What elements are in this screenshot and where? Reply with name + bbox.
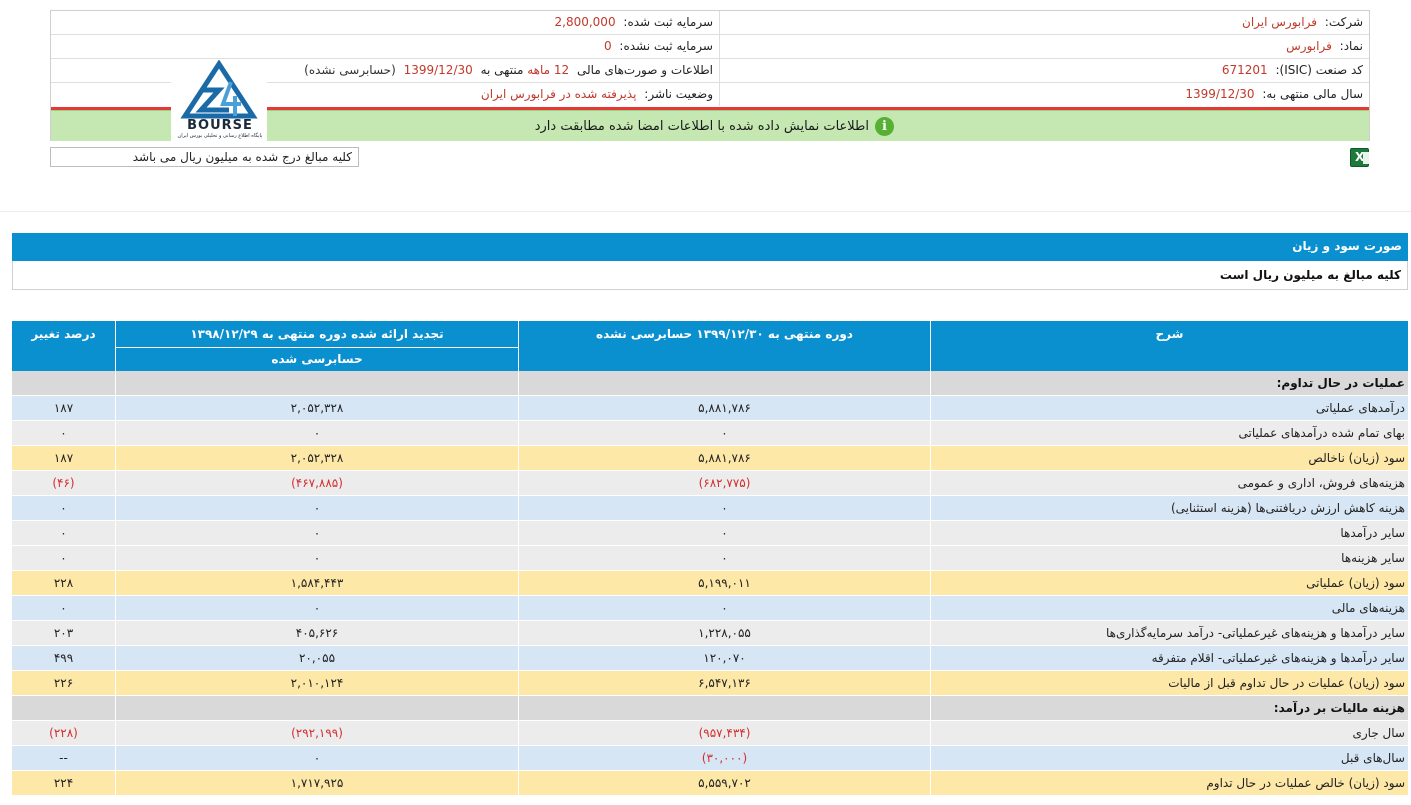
cell-change-percent: -- (59, 751, 68, 765)
income-statement-table (12, 321, 1408, 796)
cell-description: سایر درآمدها (930, 521, 1408, 545)
header-current-period-label: دوره منتهی به ۱۳۹۹/۱۲/۳۰ حسابرسی نشده (596, 327, 853, 341)
cell-current-value (518, 371, 930, 395)
cell-change-percent: ۱۸۷ (53, 401, 74, 415)
info-row-symbol (51, 35, 1369, 59)
publisher-label: وضعیت ناشر: (644, 87, 713, 101)
cell-description: هزینه‌های فروش، اداری و عمومی (930, 471, 1408, 495)
cell-previous-value: ۰ (115, 596, 518, 620)
cell-change-percent: ۱۸۷ (53, 451, 74, 465)
unregistered-capital-cell (49, 35, 719, 58)
cell-previous-value: ۰ (115, 746, 518, 770)
table-section-row (12, 696, 1408, 721)
table-row (12, 546, 1408, 571)
fiscal-value: 1399/12/30 (1185, 87, 1255, 101)
verification-message (535, 117, 894, 136)
cell-change-percent: ۲۰۳ (53, 626, 74, 640)
info-icon: i (875, 117, 894, 136)
cell-current-value: ۰ (518, 546, 930, 570)
table-header (12, 321, 1408, 371)
table-row (12, 446, 1408, 471)
income-statement-title: صورت سود و زیان (12, 233, 1408, 261)
cell-change-percent: ۲۲۶ (53, 676, 74, 690)
symbol-value[interactable]: فرابورس (1286, 39, 1332, 53)
cell-description: درآمدهای عملیاتی (930, 396, 1408, 420)
cell-description: سود (زیان) خالص عملیات در حال تداوم (930, 771, 1408, 795)
cell-change-percent: ۴۹۹ (53, 651, 74, 665)
cell-current-value: ۰ (518, 496, 930, 520)
cell-previous-value: ۰ (115, 496, 518, 520)
report-status: (حسابرسی نشده) (304, 63, 396, 77)
registered-capital-value: 2,800,000 (554, 15, 616, 29)
table-row (12, 471, 1408, 496)
cell-description: سود (زیان) عملیاتی (930, 571, 1408, 595)
company-value[interactable]: فرابورس ایران (1242, 15, 1317, 29)
isic-value: 671201 (1221, 63, 1268, 77)
cell-change-percent: ۲۲۴ (53, 776, 74, 790)
cell-description: هزینه کاهش ارزش دریافتنی‌ها (هزینه استثنایی) (930, 496, 1408, 520)
cell-change-percent: ۲۲۸ (53, 576, 74, 590)
cell-previous-value: ۰ (115, 521, 518, 545)
income-statement-note: کلیه مبالغ به میلیون ریال است (12, 261, 1408, 290)
report-period-cell (49, 59, 719, 82)
table-row (12, 671, 1408, 696)
cell-current-value: (۶۸۲,۷۷۵) (518, 471, 930, 495)
publisher-value: پذیرفته شده در فرابورس ایران (480, 87, 637, 101)
cell-current-value: ۰ (518, 421, 930, 445)
cell-previous-value: ۱,۵۸۴,۴۴۳ (115, 571, 518, 595)
page-separator (0, 211, 1411, 212)
table-row (12, 621, 1408, 646)
fiscal-label: سال مالی منتهی به: (1262, 87, 1363, 101)
cell-current-value: ۶,۵۴۷,۱۳۶ (518, 671, 930, 695)
bourse-logo-subtitle: پایگاه اطلاع رسانی و تحلیلی بورس ایران (177, 133, 263, 139)
cell-change-percent: ۰ (60, 426, 67, 440)
isic-cell (719, 59, 1369, 82)
info-row-company (51, 11, 1369, 35)
table-body (12, 371, 1408, 796)
registered-capital-cell (49, 11, 719, 34)
cell-current-value (518, 696, 930, 720)
isic-label: کد صنعت (ISIC): (1275, 63, 1363, 77)
cell-previous-value: (۲۹۲,۱۹۹) (115, 721, 518, 745)
symbol-label: نماد: (1339, 39, 1363, 53)
excel-export-icon[interactable] (1350, 148, 1369, 167)
report-date: 1399/12/30 (403, 63, 473, 77)
unregistered-capital-label: سرمایه ثبت نشده: (619, 39, 713, 53)
cell-change-percent: (۴۶) (52, 476, 75, 490)
cell-previous-value: ۲۰,۰۵۵ (115, 646, 518, 670)
table-row (12, 496, 1408, 521)
cell-previous-value: ۰ (115, 546, 518, 570)
report-mid: منتهی به (480, 63, 524, 77)
cell-current-value: ۰ (518, 596, 930, 620)
cell-description: سایر هزینه‌ها (930, 546, 1408, 570)
table-row (12, 646, 1408, 671)
cell-current-value: (۹۵۷,۴۳۴) (518, 721, 930, 745)
company-label: شرکت: (1324, 15, 1363, 29)
cell-change-percent: ۰ (60, 551, 67, 565)
cell-change-percent: ۰ (60, 601, 67, 615)
cell-description: بهای تمام شده درآمدهای عملیاتی (930, 421, 1408, 445)
cell-change-percent (12, 371, 115, 395)
publisher-cell (49, 83, 719, 106)
cell-description: هزینه مالیات بر درآمد: (930, 696, 1408, 720)
header-change-percent (12, 321, 115, 371)
table-row (12, 396, 1408, 421)
table-row (12, 721, 1408, 746)
cell-description: سال‌های قبل (930, 746, 1408, 770)
cell-current-value: (۳۰,۰۰۰) (518, 746, 930, 770)
table-section-row (12, 371, 1408, 396)
report-prefix: اطلاعات و صورت‌های مالی (577, 63, 713, 77)
registered-capital-label: سرمایه ثبت شده: (623, 15, 713, 29)
cell-previous-value: ۲,۰۱۰,۱۲۴ (115, 671, 518, 695)
cell-previous-value: (۴۶۷,۸۸۵) (115, 471, 518, 495)
cell-current-value: ۵,۵۵۹,۷۰۲ (518, 771, 930, 795)
bourse-logo (171, 60, 267, 142)
table-row (12, 596, 1408, 621)
cell-current-value: ۵,۱۹۹,۰۱۱ (518, 571, 930, 595)
table-row (12, 771, 1408, 796)
header-current-period (518, 321, 930, 371)
header-description-label: شرح (1155, 327, 1184, 341)
cell-previous-value: ۰ (115, 421, 518, 445)
header-change-percent-label: درصد تغییر (31, 327, 96, 341)
report-months: 12 ماهه (527, 63, 570, 77)
bourse-logo-graphic (171, 60, 267, 120)
cell-change-percent (12, 696, 115, 720)
bourse-logo-text: BOURSE (187, 118, 253, 133)
cell-previous-value (115, 371, 518, 395)
cell-current-value: ۵,۸۸۱,۷۸۶ (518, 396, 930, 420)
verification-text: اطلاعات نمایش داده شده با اطلاعات امضا شده مطابقت دارد (534, 119, 869, 134)
company-cell (719, 11, 1369, 34)
cell-description: هزینه‌های مالی (930, 596, 1408, 620)
cell-previous-value: ۲,۰۵۲,۳۲۸ (115, 446, 518, 470)
cell-description: سود (زیان) عملیات در حال تداوم قبل از مالیات (930, 671, 1408, 695)
cell-change-percent: ۰ (60, 501, 67, 515)
company-info-panel (50, 10, 1370, 141)
fiscal-cell (719, 83, 1369, 106)
cell-change-percent: ۰ (60, 526, 67, 540)
header-previous-period-label: تجدید ارائه شده دوره منتهی به ۱۳۹۸/۱۲/۲۹ (190, 327, 444, 341)
symbol-cell (719, 35, 1369, 58)
table-row (12, 571, 1408, 596)
cell-previous-value: ۲,۰۵۲,۳۲۸ (115, 396, 518, 420)
table-row (12, 421, 1408, 446)
unit-note-box: کلیه مبالغ درج شده به میلیون ریال می باشد (50, 147, 359, 167)
cell-previous-value: ۴۰۵,۶۲۶ (115, 621, 518, 645)
cell-current-value: ۵,۸۸۱,۷۸۶ (518, 446, 930, 470)
cell-current-value: ۰ (518, 521, 930, 545)
cell-description: سود (زیان) ناخالص (930, 446, 1408, 470)
cell-previous-value (115, 696, 518, 720)
cell-previous-value: ۱,۷۱۷,۹۲۵ (115, 771, 518, 795)
cell-description: سال جاری (930, 721, 1408, 745)
cell-description: عملیات در حال تداوم: (930, 371, 1408, 395)
table-row (12, 746, 1408, 771)
header-previous-audited: حسابرسی شده (116, 347, 518, 371)
header-previous-period (115, 321, 518, 371)
cell-current-value: ۱,۲۲۸,۰۵۵ (518, 621, 930, 645)
unregistered-capital-value: 0 (603, 39, 612, 53)
cell-description: سایر درآمدها و هزینه‌های غیرعملیاتی- اقلام متفرقه (930, 646, 1408, 670)
cell-change-percent: (۲۲۸) (49, 726, 78, 740)
cell-description: سایر درآمدها و هزینه‌های غیرعملیاتی- درآمد سرمایه‌گذاری‌ها (930, 621, 1408, 645)
header-description (930, 321, 1408, 371)
table-row (12, 521, 1408, 546)
cell-current-value: ۱۲۰,۰۷۰ (518, 646, 930, 670)
